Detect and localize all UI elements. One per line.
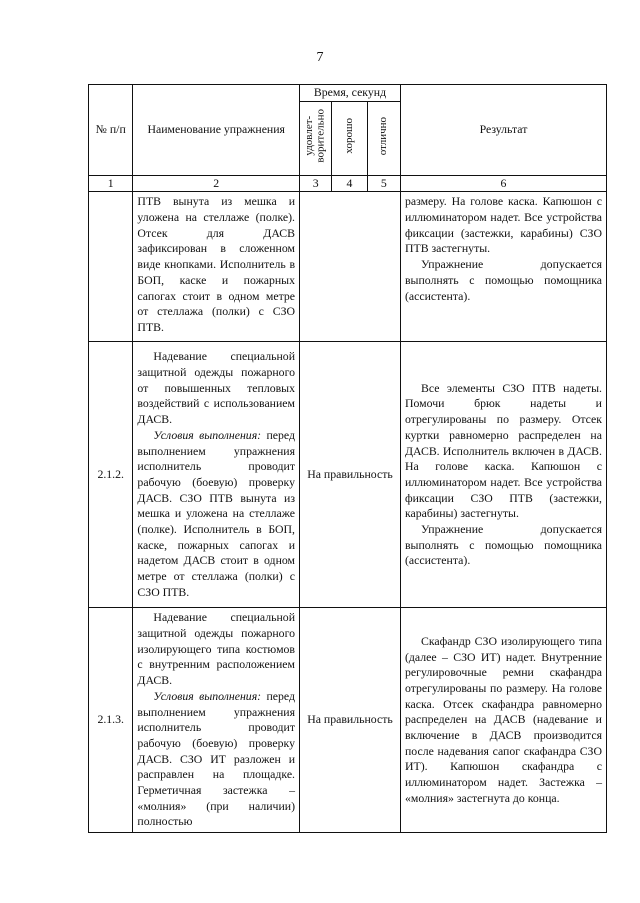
exercise-name	[133, 608, 300, 833]
header-satisfactory: удовлет- ворительно	[300, 101, 332, 175]
conditions-text: перед выполнением упражнения исполнитель проводит рабочую (боевую) проверку ДАСВ. СЗО ПТВ вынута из мешка и уложена на стеллаже (полке). Исполнитель в БОП, каске, пожарных сапогах и надетом ДАСВ стоит в одном метре от стеллажа (полки) с СЗО ПТВ.	[137, 427, 296, 599]
table-row	[89, 192, 607, 342]
result-paragraph: Упражнение допускается выполнять с помощью помощника (ассистента).	[404, 521, 602, 568]
header-num: № п/п	[89, 85, 133, 176]
conditions-text: перед выполнением упражнения исполнитель проводит рабочую (боевую) проверку ДАСВ. СЗО ИТ разложен и расправлен на площадке. Герметичная застежка – «молния» (при наличии) полностью	[137, 688, 296, 829]
table-row	[89, 342, 607, 608]
col-number: 1	[89, 175, 133, 192]
result-cell	[400, 608, 606, 833]
col-number: 4	[332, 175, 367, 192]
header-time-group: Время, секунд	[300, 85, 401, 102]
name-text: Надевание специальной защитной одежды пожарного изолирующего типа костюмов с внутренним расположением ДАСВ.	[137, 610, 296, 688]
col-number: 2	[133, 175, 300, 192]
time-cell	[300, 192, 401, 342]
name-text: Надевание специальной защитной одежды пожарного от повышенных тепловых воздействий с использованием ДАСВ.	[137, 349, 296, 427]
exercise-name	[133, 192, 300, 342]
page-number: 7	[316, 50, 324, 65]
header-good: хорошо	[332, 101, 367, 175]
result-cell	[400, 342, 606, 608]
row-number: 2.1.3.	[89, 608, 133, 833]
time-cell: На правильность	[300, 608, 401, 833]
result-paragraph: размеру. На голове каска. Капюшон с иллюминатором надет. Все устройства фиксации (застежки, карабины) СЗО ПТВ застегнуты.	[404, 194, 602, 256]
result-paragraph: Скафандр СЗО изолирующего типа (далее – СЗО ИТ) надет. Внутренние регулировочные ремни скафандра отрегулированы по размеру. На голове каска. Отсек скафандра равномерно распределен на ДАСВ (надевание и включение в ДАСВ производится после надевания сапог скафандра СЗО ИТ). Капюшон скафандра с иллюминатором надет. Застежка – «молния» застегнута до конца.	[404, 633, 602, 805]
table-row	[89, 608, 607, 833]
header-excellent: отлично	[367, 101, 400, 175]
result-paragraph: Упражнение допускается выполнять с помощью помощника (ассистента).	[404, 257, 602, 303]
row-number: 2.1.2.	[89, 342, 133, 608]
col-number: 6	[400, 175, 606, 192]
exercise-name	[133, 342, 300, 608]
numbering-row	[89, 175, 607, 192]
conditions-label: Условия выполнения:	[153, 688, 262, 703]
exercise-table	[88, 84, 607, 833]
time-cell: На правильность	[300, 342, 401, 608]
row-number	[89, 192, 133, 342]
conditions-label: Условия выполнения:	[153, 427, 262, 442]
result-cell	[400, 192, 606, 342]
result-paragraph: Все элементы СЗО ПТВ надеты. Помочи брюк надеты и отрегулированы по размеру. Отсек куртки равномерно распределен на ДАСВ. Исполнитель включен в ДАСВ. На голове каска. Капюшон с иллюминатором надет. Все устройства фиксации СЗО ПТВ (застежки, карабины) застегнуты.	[404, 380, 602, 521]
header-result: Результат	[400, 85, 606, 176]
col-number: 3	[300, 175, 332, 192]
name-text: ПТВ вынута из мешка и уложена на стеллаже (полке). Отсек для ДАСВ зафиксирован в сложенном виде кнопками. Исполнитель в БОП, каске и пожарных сапогах стоит в одном метре от стеллажа (полки) с СЗО ПТВ.	[137, 194, 296, 334]
col-number: 5	[367, 175, 400, 192]
header-name: Наименование упражнения	[133, 85, 300, 176]
